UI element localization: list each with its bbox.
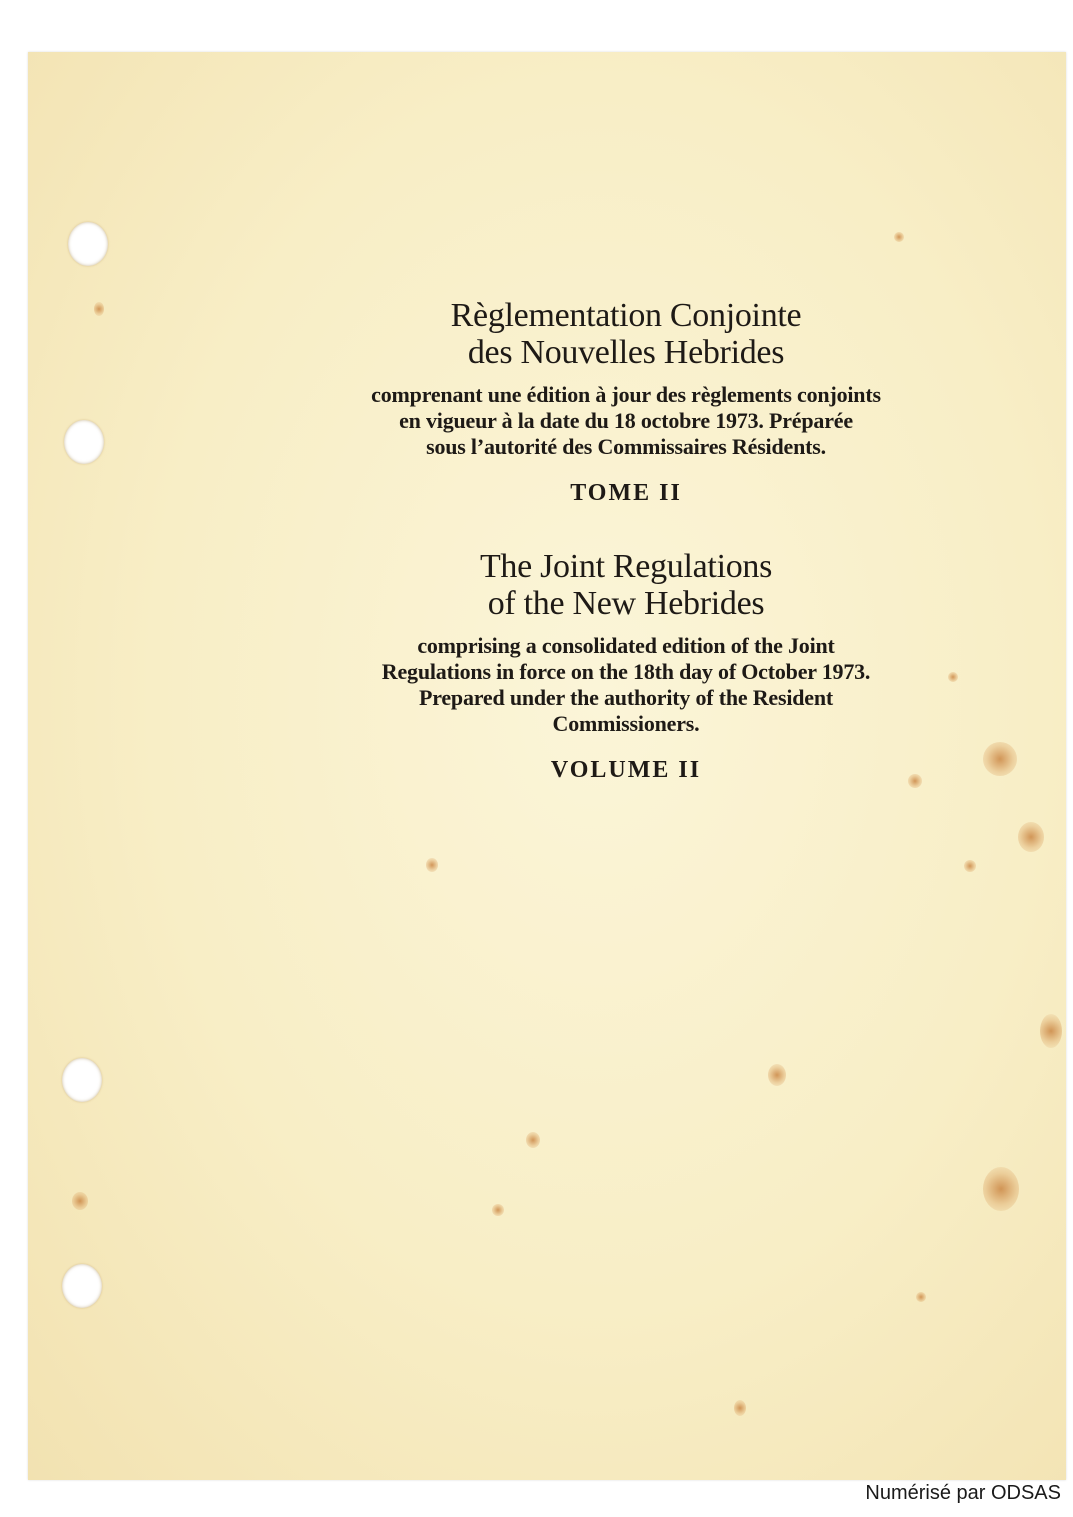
foxing-spot	[916, 1292, 926, 1302]
french-description	[300, 382, 952, 460]
digitization-credit: Numérisé par ODSAS	[865, 1482, 1061, 1504]
english-title-line-1: The Joint Regulations	[479, 548, 773, 585]
french-title	[300, 297, 952, 371]
english-description	[300, 633, 952, 737]
foxing-spot	[768, 1064, 786, 1086]
punch-hole-2	[64, 420, 104, 464]
french-description-line-3: sous l’autorité des Commissaires Résidents.	[426, 434, 826, 459]
french-title-line-2: des Nouvelles Hebrides	[467, 334, 785, 371]
foxing-spot	[734, 1400, 746, 1416]
french-volume-label: TOME II	[570, 480, 682, 506]
foxing-spot	[94, 302, 104, 316]
english-description-line-2: Regulations in force on the 18th day of October 1973.	[381, 659, 871, 684]
foxing-spot	[1018, 822, 1044, 852]
english-title	[300, 548, 952, 622]
foxing-spot	[894, 232, 904, 242]
foxing-spot	[426, 858, 438, 872]
foxing-spot	[72, 1192, 88, 1210]
english-description-line-4: Commissioners.	[552, 711, 700, 736]
foxing-spot	[964, 860, 976, 872]
english-volume-label: VOLUME II	[550, 757, 702, 783]
french-description-line-1: comprenant une édition à jour des règlements conjoints	[371, 382, 881, 407]
english-title-line-2: of the New Hebrides	[487, 585, 765, 622]
foxing-spot	[983, 1167, 1019, 1211]
english-description-line-1: comprising a consolidated edition of the Joint	[417, 633, 835, 658]
punch-hole-1	[68, 222, 108, 266]
french-description-line-2: en vigueur à la date du 18 octobre 1973. Préparée	[399, 408, 853, 433]
punch-hole-3	[62, 1058, 102, 1102]
foxing-spot	[492, 1204, 504, 1216]
foxing-spot	[983, 742, 1017, 776]
punch-hole-4	[62, 1264, 102, 1308]
foxing-spot	[526, 1132, 540, 1148]
english-description-line-3: Prepared under the authority of the Resident	[418, 685, 834, 710]
french-title-line-1: Règlementation Conjointe	[450, 297, 802, 334]
foxing-spot	[1040, 1014, 1062, 1048]
